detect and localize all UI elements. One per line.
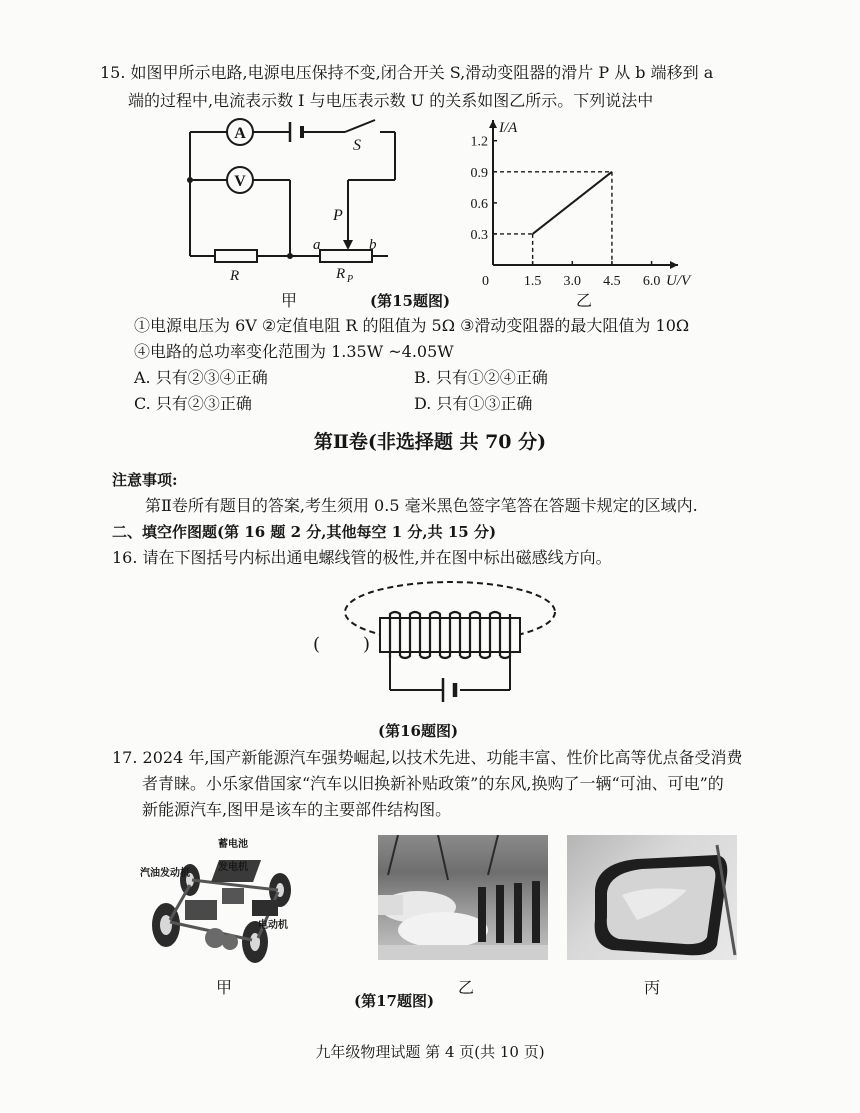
- label-battery: 蓄电池: [218, 839, 248, 850]
- y-axis-arrow-icon: [489, 120, 497, 128]
- x-axis-label: U/V: [666, 273, 691, 289]
- charging-station-photo: [378, 835, 548, 960]
- q15-option-d: D. 只有①③正确: [414, 394, 533, 413]
- q15-label-yi: 乙: [576, 291, 593, 310]
- x-tick-label: 6.0: [642, 274, 661, 289]
- series-line-0: [533, 172, 612, 234]
- q15-statement-2: ④电路的总功率变化范围为 1.35W ~4.05W: [134, 342, 454, 361]
- ammeter-label: A: [234, 125, 246, 142]
- q15-stem-line2: 端的过程中,电流表示数 I 与电压表示数 U 的关系如图乙所示。下列说法中: [128, 91, 654, 110]
- notes-heading: 注意事项:: [112, 471, 178, 489]
- q15-statement-1: ①电源电压为 6V ②定值电阻 R 的阻值为 5Ω ③滑动变阻器的最大阻值为 10Ω: [134, 316, 690, 335]
- origin-label: 0: [482, 274, 489, 289]
- x-axis-arrow-icon: [670, 261, 678, 269]
- q15-option-a: A. 只有②③④正确: [134, 368, 268, 387]
- q17-line3: 新能源汽车,图甲是该车的主要部件结构图。: [142, 800, 452, 819]
- rheostat-subscript: P: [347, 274, 354, 285]
- y-tick-label: 1.2: [470, 134, 488, 150]
- q15-label-jia: 甲: [281, 291, 298, 310]
- q16-paren-left: (: [313, 634, 321, 655]
- y-tick-label: 0.9: [470, 165, 488, 181]
- q17-label-bing: 丙: [644, 978, 661, 997]
- voltmeter-label: V: [234, 173, 246, 190]
- notes-body: 第Ⅱ卷所有题目的答案,考生须用 0.5 毫米黑色签字笔答在答题卡规定的区域内.: [145, 496, 698, 515]
- motor-block: [252, 900, 278, 916]
- label-engine: 汽油发动机: [140, 868, 190, 879]
- q17-label-jia: 甲: [216, 978, 233, 997]
- part2-title: 第Ⅱ卷(非选择题 共 70 分): [313, 431, 547, 453]
- x-tick-label: 4.5: [603, 274, 621, 289]
- page-footer: 九年级物理试题 第 4 页(共 10 页): [315, 1043, 545, 1061]
- y-tick-label: 0.6: [470, 196, 488, 212]
- q15-figure-caption: (第15题图): [370, 292, 451, 310]
- frosted-mirror-photo: [567, 835, 737, 960]
- end-a-label: a: [313, 237, 321, 253]
- end-b-label: b: [369, 237, 377, 253]
- generator-block: [222, 888, 244, 904]
- q15-option-b: B. 只有①②④正确: [414, 368, 548, 387]
- y-tick-label: 0.3: [470, 227, 488, 243]
- switch-label: S: [353, 137, 361, 154]
- x-tick-label: 3.0: [563, 274, 582, 289]
- q16-solenoid-diagram: [335, 570, 575, 710]
- y-axis-label: I/A: [499, 120, 518, 136]
- label-motor: 电动机: [258, 920, 288, 931]
- section2-heading: 二、填空作图题(第 16 题 2 分,其他每空 1 分,共 15 分): [112, 523, 497, 541]
- q15-iu-chart: [455, 110, 695, 290]
- q17-label-yi: 乙: [458, 978, 475, 997]
- car-structure-diagram: [140, 830, 320, 975]
- q17-line2: 者青睐。小乐家借国家“汽车以旧换新补贴政策”的东风,换购了一辆“可油、可电”的: [142, 774, 724, 793]
- x-tick-label: 1.5: [523, 274, 542, 289]
- q15-stem-line1: 15. 如图甲所示电路,电源电压保持不变,闭合开关 S,滑动变阻器的滑片 P 从 b 端移到 a: [100, 63, 714, 82]
- q16-stem: 16. 请在下图括号内标出通电螺线管的极性,并在图中标出磁感线方向。: [112, 548, 612, 567]
- q17-caption: (第17题图): [354, 992, 435, 1010]
- engine-block: [185, 900, 217, 920]
- q15-option-c: C. 只有②③正确: [134, 394, 252, 413]
- slider-label: P: [333, 207, 343, 224]
- slider-arrow-icon: [343, 240, 353, 250]
- q17-line1: 17. 2024 年,国产新能源汽车强势崛起,以技术先进、功能丰富、性价比高等优点备受消费: [112, 748, 743, 767]
- q16-paren-right: ): [363, 634, 371, 655]
- resistor-label: R: [230, 268, 240, 284]
- q15-circuit-diagram: [170, 110, 430, 300]
- label-generator: 发电机: [218, 862, 248, 873]
- q16-caption: (第16题图): [378, 722, 459, 740]
- rheostat-label: R: [336, 266, 346, 282]
